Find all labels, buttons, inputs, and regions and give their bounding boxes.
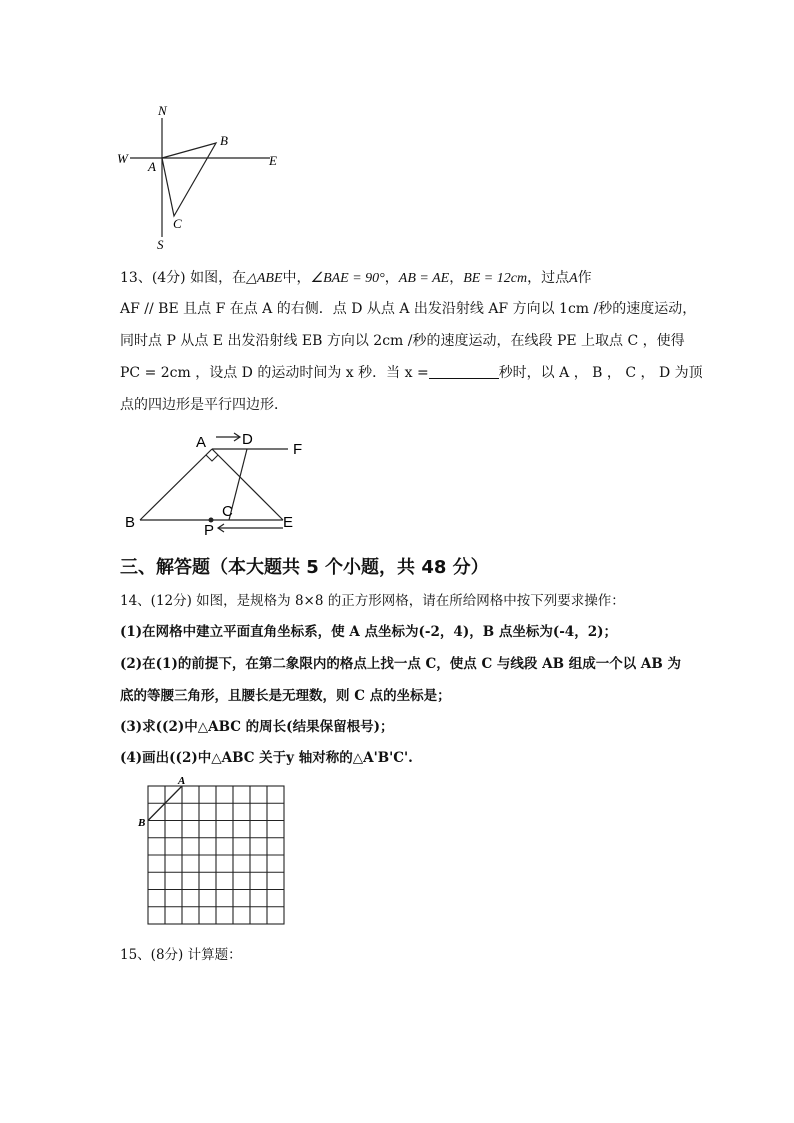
- q13-mid: 中，: [282, 270, 311, 286]
- q13-point-a: A: [569, 271, 578, 286]
- label-n: N: [158, 103, 167, 118]
- label-c: C: [222, 503, 233, 520]
- grid-figure: [130, 774, 290, 929]
- q13-triangle: △ABE: [246, 271, 283, 286]
- label-c: C: [173, 216, 182, 231]
- q13-eq1: AB = AE: [398, 271, 450, 286]
- q14-part1: (1)在网格中建立平面直角坐标系，使 A 点坐标为(-2，4)，B 点坐标为(-4，2)；: [120, 624, 617, 640]
- q13-line4-post: 秒时，以 A ， B ， C ， D 为顶: [498, 365, 703, 381]
- q13-answer-blank: [429, 364, 499, 379]
- label-a: A: [178, 775, 186, 787]
- label-b: B: [220, 133, 228, 148]
- label-b: B: [138, 817, 146, 829]
- label-b: B: [125, 514, 136, 531]
- q13-suffix: ，过点: [527, 270, 570, 286]
- q13-line4: [120, 363, 703, 383]
- section-heading: 三、解答题（本大题共 5 个小题，共 48 分）: [120, 557, 489, 578]
- q13-line3: 同时点 P 从点 E 出发沿射线 EB 方向以 2cm /秒的速度运动，在线段 PE 上取点 C ，使得: [120, 333, 685, 349]
- q15-intro: 15、(8分) 计算题：: [120, 947, 242, 963]
- label-d: D: [242, 431, 253, 448]
- q13-angle: ∠BAE = 90°: [310, 271, 385, 286]
- right-angle-mark: [206, 455, 218, 461]
- q13-sep2: ，: [449, 270, 464, 286]
- label-e: E: [269, 153, 277, 168]
- triangle-abc: [162, 143, 216, 216]
- compass-figure: [112, 100, 292, 255]
- q13-end: 作: [577, 270, 592, 286]
- label-a: A: [196, 434, 207, 451]
- side-ab: [140, 449, 212, 520]
- q13-sep1: ，: [384, 270, 399, 286]
- q14-part2a: (2)在(1)的前提下，在第二象限内的格点上找一点 C，使点 C 与线段 AB 组成一个以 AB 为: [120, 656, 681, 672]
- parallelogram-figure: [120, 425, 320, 537]
- grid-lines: [148, 786, 284, 924]
- label-f: F: [293, 441, 303, 458]
- label-p: P: [204, 522, 215, 537]
- q13-line1: [120, 268, 592, 289]
- q13-line5: 点的四边形是平行四边形．: [120, 397, 288, 413]
- label-s: S: [157, 237, 164, 252]
- q14-part4: (4)画出((2)中△ABC 关于y 轴对称的△A'B'C'.: [120, 750, 413, 766]
- q14-part3: (3)求((2)中△ABC 的周长(结果保留根号)；: [120, 719, 394, 735]
- q13-eq2: BE = 12cm: [463, 271, 528, 286]
- q14-intro: 14、(12分) 如图，是规格为 8×8 的正方形网格，请在所给网格中按下列要求操作：: [120, 593, 625, 609]
- q13-line2: AF // BE 且点 F 在点 A 的右侧．点 D 从点 A 出发沿射线 AF 方向以 1cm /秒的速度运动，: [120, 301, 697, 317]
- label-a: A: [148, 159, 156, 174]
- q13-line4-pre: PC = 2cm ，设点 D 的运动时间为 x 秒．当 x =: [120, 365, 429, 381]
- label-w: W: [117, 151, 128, 166]
- q13-prefix: 13、(4分) 如图，在: [120, 270, 247, 286]
- q14-part2b: 底的等腰三角形，且腰长是无理数，则 C 点的坐标是；: [120, 688, 451, 704]
- label-e: E: [283, 514, 294, 531]
